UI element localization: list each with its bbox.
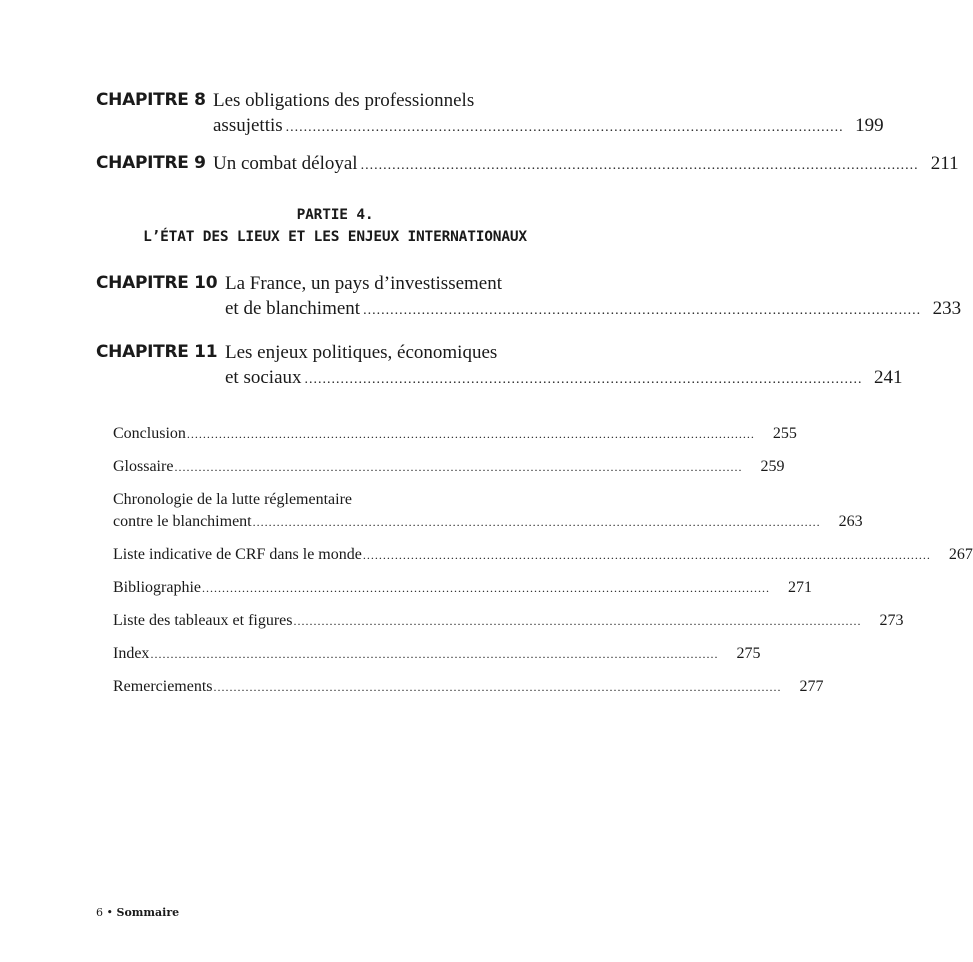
list-item — [113, 676, 824, 698]
entry-title: Bibliographie — [113, 579, 201, 596]
page-footer — [96, 906, 179, 919]
dot-leader: .............................................................................................................................................. — [293, 614, 862, 628]
list-item — [113, 643, 761, 665]
dot-leader: ............................................................................................................................ — [285, 120, 844, 135]
dot-leader: .............................................................................................................................................. — [186, 427, 755, 441]
chapter-title: Un combat déloyal — [213, 153, 358, 174]
chapter-9-entry — [96, 151, 959, 178]
dot-leader: .............................................................................................................................................. — [174, 460, 743, 474]
page-number: 259 — [760, 458, 785, 475]
entry-title: Remerciements — [113, 678, 213, 695]
chapter-title-line1: La France, un pays d’investissement — [225, 273, 503, 294]
page-number: 255 — [772, 425, 797, 442]
chapter-label: CHAPITRE 10 — [96, 273, 218, 293]
list-item — [113, 456, 785, 478]
dot-leader: .............................................................................................................................................. — [362, 548, 931, 562]
page-number: 273 — [879, 612, 904, 629]
chapter-title-line1: Les obligations des professionnels — [213, 90, 475, 111]
part-number: PARTIE 4. — [296, 207, 374, 223]
part-title: L’ÉTAT DES LIEUX ET LES ENJEUX INTERNATIONAUX — [143, 229, 527, 245]
footer-bullet: • — [106, 906, 113, 919]
list-item — [113, 423, 797, 445]
entry-title: Liste indicative de CRF dans le monde — [113, 546, 362, 563]
chapter-title-line1: Les enjeux politiques, économiques — [225, 342, 498, 363]
list-item — [113, 544, 973, 566]
entry-title: Conclusion — [113, 425, 186, 442]
chapter-8-entry — [96, 88, 884, 140]
chapter-title-line2: et de blanchiment — [225, 298, 361, 319]
chapter-label: CHAPITRE 8 — [96, 90, 206, 110]
chapter-10-entry — [96, 271, 962, 323]
dot-leader: ............................................................................................................................ — [360, 158, 919, 173]
dot-leader: .............................................................................................................................................. — [213, 680, 782, 694]
page-number: 241 — [874, 367, 903, 388]
dot-leader: .............................................................................................................................................. — [201, 581, 770, 595]
dot-leader: ............................................................................................................................ — [363, 303, 922, 318]
page-number: 267 — [948, 546, 973, 563]
entry-title: Index — [113, 645, 150, 662]
dot-leader: .............................................................................................................................................. — [150, 647, 719, 661]
dot-leader: .............................................................................................................................................. — [252, 515, 821, 529]
footer-page-number: 6 — [96, 906, 103, 919]
chapter-title-line2: et sociaux — [225, 367, 302, 388]
list-item — [113, 489, 863, 533]
entry-title: Liste des tableaux et figures — [113, 612, 293, 629]
page-number: 277 — [799, 678, 824, 695]
entry-title: contre le blanchiment — [113, 513, 252, 530]
page-number: 263 — [838, 513, 863, 530]
page-number: 199 — [855, 115, 884, 136]
list-item — [113, 610, 904, 632]
page-number: 233 — [932, 298, 962, 319]
page-number: 275 — [736, 645, 761, 662]
chapter-title-line2: assujettis — [213, 115, 283, 136]
chapter-label: CHAPITRE 11 — [96, 342, 218, 362]
footer-section-name: Sommaire — [116, 906, 180, 919]
part-heading — [96, 204, 574, 248]
page-number: 271 — [787, 579, 812, 596]
list-item — [113, 577, 812, 599]
entry-title-line1: Chronologie de la lutte réglementaire — [113, 491, 353, 508]
chapter-label: CHAPITRE 9 — [96, 153, 206, 173]
entry-title: Glossaire — [113, 458, 174, 475]
dot-leader: ............................................................................................................................ — [304, 372, 863, 387]
page-number: 211 — [930, 153, 959, 174]
chapter-11-entry — [96, 340, 903, 392]
